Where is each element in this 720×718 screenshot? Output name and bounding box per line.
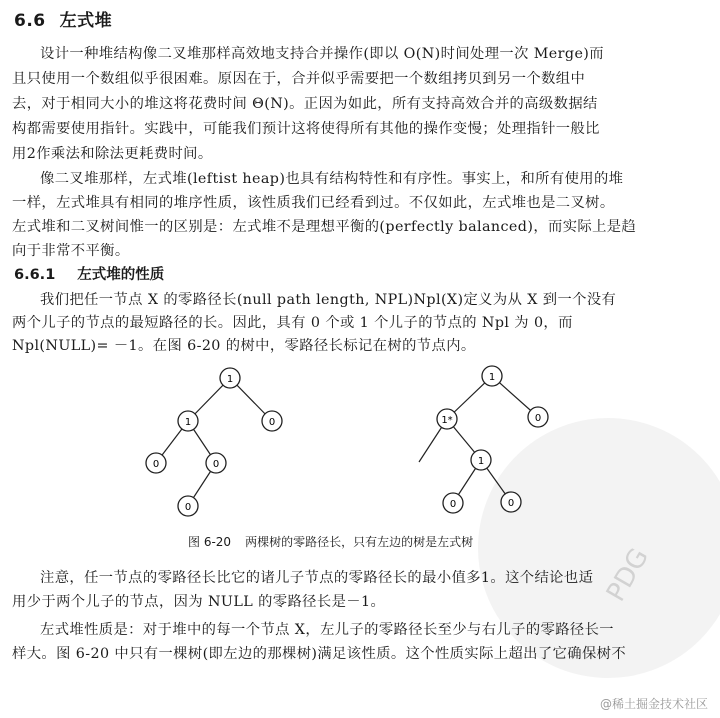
svg-text:1: 1: [226, 374, 234, 385]
section-number: 6.6: [14, 11, 46, 31]
svg-text:0: 0: [507, 498, 515, 509]
paragraph-line: 设计一种堆结构像二叉堆那样高效地支持合并操作(即以 O(N)时间处理一次 Merge)而: [40, 46, 604, 62]
right-tree-node: [471, 450, 491, 470]
right-tree-node: [501, 492, 521, 512]
figure-caption: [188, 533, 473, 550]
left-tree-node: [178, 411, 198, 431]
left-tree-node: [146, 453, 166, 473]
left-tree-node: [206, 453, 226, 473]
paragraph-line: 构都需要使用指针。实践中，可能我们预计这将使得所有其他的操作变慢；处理指针一般比: [12, 121, 600, 137]
paragraph-line: 用2作乘法和除法更耗费时间。: [12, 146, 213, 162]
figure-number: 图 6-20: [188, 535, 232, 549]
svg-text:0: 0: [212, 459, 220, 470]
paragraph-line: 我们把任一节点 X 的零路径长(null path length, NPL)Npl(X)定义为从 X 到一个没有: [40, 292, 617, 308]
left-tree-node: [220, 368, 240, 388]
svg-text:0: 0: [152, 459, 160, 470]
paragraph-line: 像二叉堆那样，左式堆(leftist heap)也具有结构特性和有序性。事实上，和所有使用的堆: [40, 171, 624, 187]
figure-caption-text: 两棵树的零路径长，只有左边的树是左式树: [245, 535, 474, 549]
svg-text:0: 0: [534, 413, 542, 424]
svg-text:1: 1: [477, 456, 485, 467]
paragraph-line: 用少于两个儿子的节点，因为 NULL 的零路径长是－1。: [12, 594, 386, 610]
figure-trees: [0, 360, 720, 530]
paragraph-line: 左式堆和二叉树间惟一的区别是：左式堆不是理想平衡的(perfectly balanced)，而实际上是趋: [12, 219, 637, 235]
paragraph-line: 两个儿子的节点的最短路径的长。因此，具有 0 个或 1 个儿子的节点的 Npl 为 0，而: [12, 315, 573, 331]
svg-text:1: 1: [184, 417, 192, 428]
right-tree-node: [528, 407, 548, 427]
paragraph-line: 左式堆性质是：对于堆中的每一个节点 X，左儿子的零路径长至少与右儿子的零路径长一: [40, 622, 614, 638]
paragraph-line: 向于非常不平衡。: [12, 243, 130, 259]
svg-text:0: 0: [449, 499, 457, 510]
section-heading: [14, 6, 112, 31]
svg-text:0: 0: [268, 417, 276, 428]
paragraph-line: 一样，左式堆具有相同的堆序性质，该性质我们已经看到过。不仅如此，左式堆也是二叉树。: [12, 195, 615, 211]
right-tree-node: [437, 409, 457, 429]
paragraph-line: 去，对于相同大小的堆这将花费时间 Θ(N)。正因为如此，所有支持高效合并的高级数据结: [12, 96, 598, 112]
svg-text:1*: 1*: [441, 415, 453, 426]
subsection-title: 左式堆的性质: [77, 267, 165, 283]
paragraph-line: 且只使用一个数组似乎很困难。原因在于，合并似乎需要把一个数组拷贝到另一个数组中: [12, 71, 586, 87]
left-tree-node: [178, 496, 198, 516]
subsection-heading: [14, 263, 164, 284]
svg-text:1: 1: [488, 372, 496, 383]
right-tree-node: [443, 493, 463, 513]
paragraph-line: 注意，任一节点的零路径长比它的诸儿子节点的零路径长的最小值多1。这个结论也适: [40, 570, 594, 586]
subsection-number: 6.6.1: [14, 267, 56, 283]
paragraph-line: Npl(NULL)= －1。在图 6-20 的树中，零路径长标记在树的节点内。: [12, 338, 476, 354]
watermark: @稀土掘金技术社区: [599, 697, 708, 711]
svg-text:0: 0: [184, 502, 192, 513]
left-tree-node: [262, 411, 282, 431]
paragraph-line: 样大。图 6-20 中只有一棵树(即左边的那棵树)满足该性质。这个性质实际上超出了它确保树不: [12, 646, 627, 662]
section-title: 左式堆: [59, 11, 113, 31]
stamp-text: PDG: [600, 543, 655, 607]
right-tree-node: [482, 366, 502, 386]
